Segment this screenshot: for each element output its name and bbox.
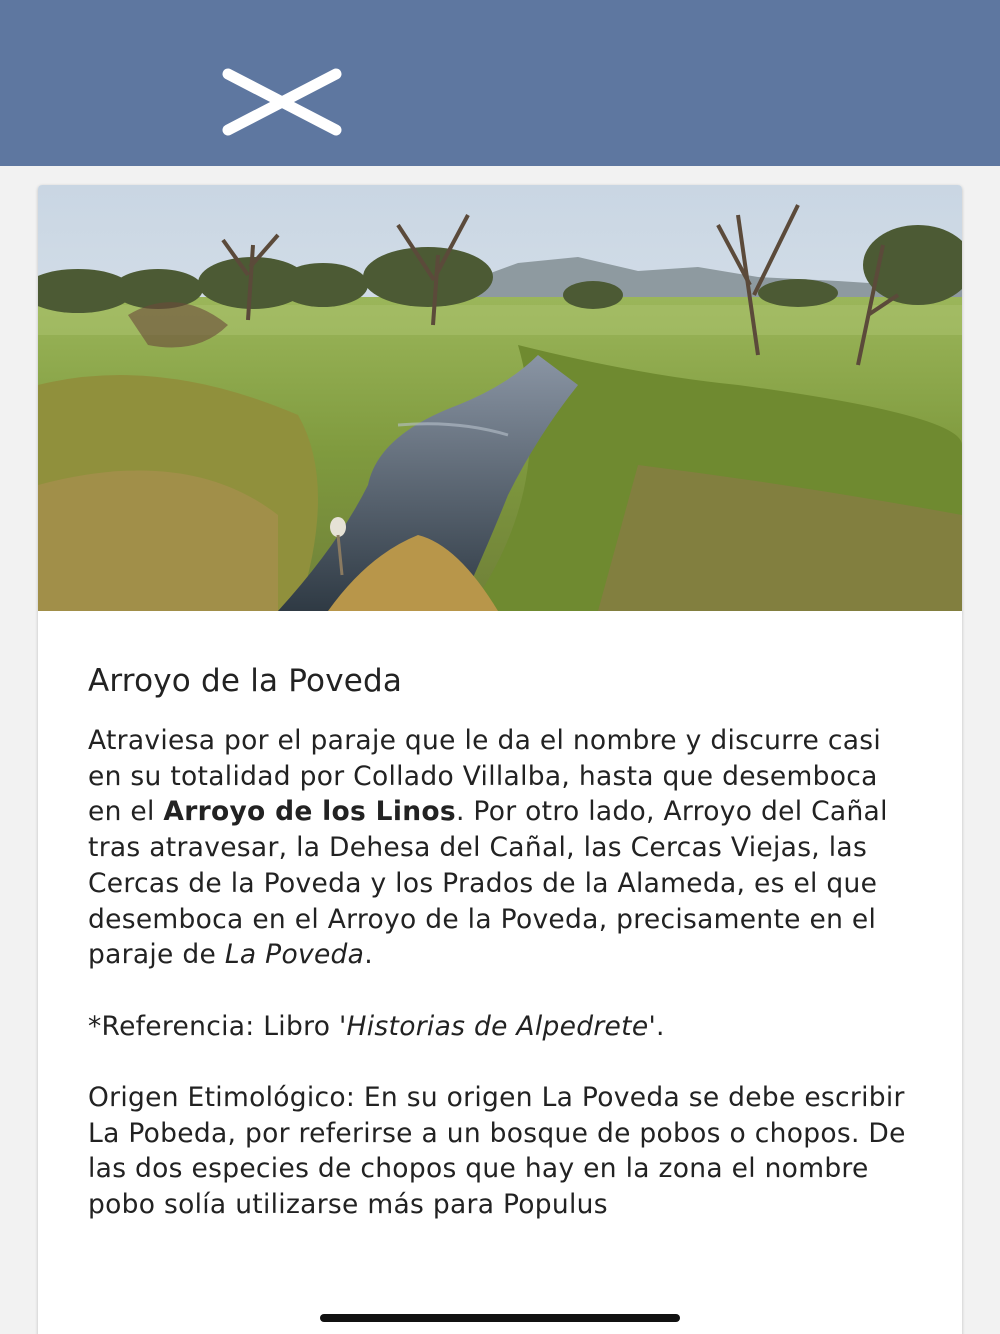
article-title: Arroyo de la Poveda — [88, 663, 403, 699]
article-etymology: Origen Etimológico: En su origen La Poveda se debe escribir La Pobeda, por referirse a un bosque de pobos o chopos. De las dos especies de chopos que hay en la zona el nombre pobo solía utilizarse más para Populus — [88, 1082, 906, 1221]
article-content — [88, 663, 918, 1223]
close-button[interactable] — [214, 60, 350, 144]
article-description: Atraviesa por el paraje que le da el nombre y discurre casi en su totalidad por Collado Villalba, hasta que desemboca en el Arroyo de los Linos. Por otro lado, Arroyo del Cañal tras atravesar, la Dehesa del Cañal, las Cercas Viejas, las Cercas de la Poveda y los Prados de la Alameda, es el que desemboca en el Arroyo de la Poveda, precisamente en el paraje de La Poveda. — [88, 725, 888, 971]
home-indicator — [320, 1314, 680, 1322]
article-card — [38, 185, 962, 1334]
top-bar — [0, 0, 1000, 166]
article-reference: *Referencia: Libro 'Historias de Alpedrete'. — [88, 1010, 665, 1042]
landscape-photo — [38, 185, 962, 611]
scroll-content[interactable] — [0, 166, 1000, 1334]
close-icon — [214, 60, 350, 144]
